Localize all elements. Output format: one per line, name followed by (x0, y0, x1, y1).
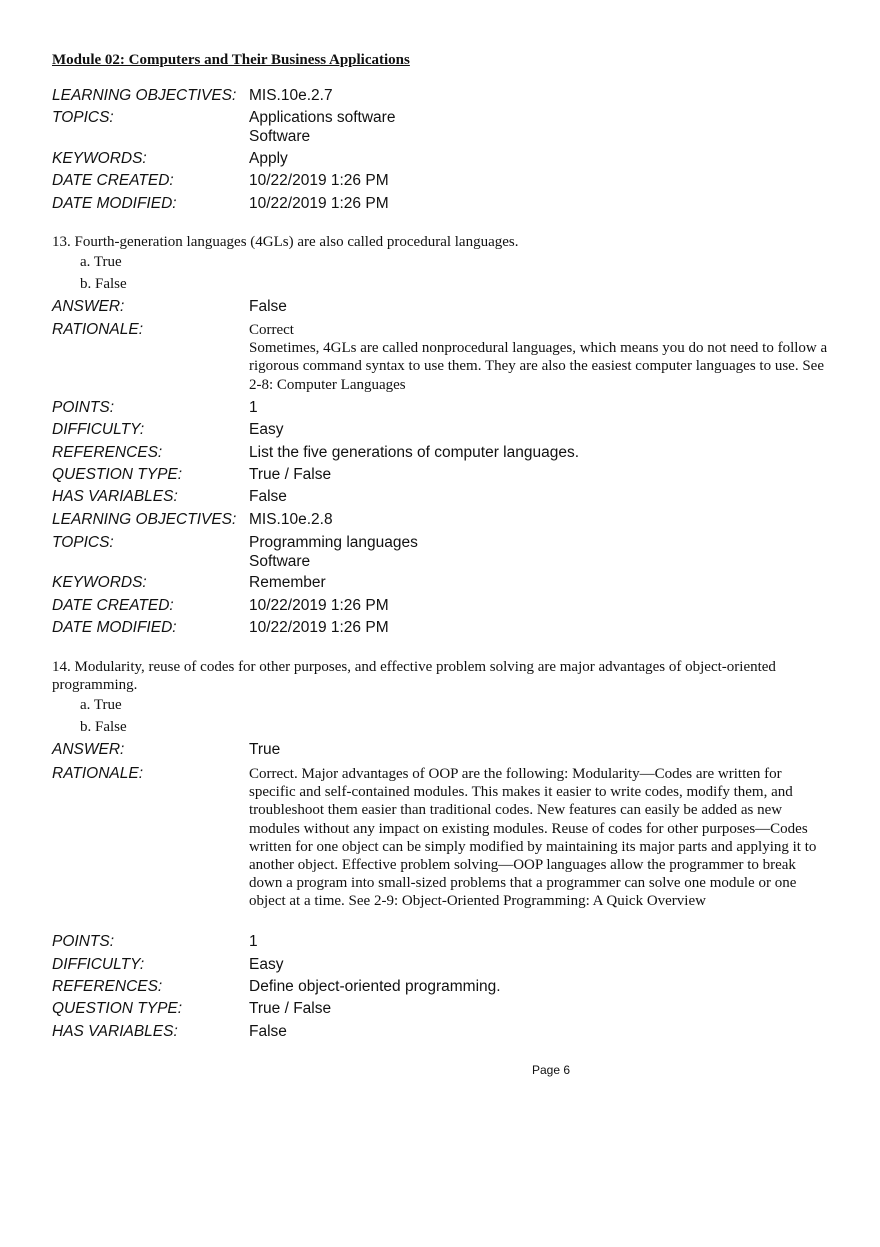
label: REFERENCES: (52, 978, 163, 995)
topic: Software (249, 128, 311, 145)
page-number: Page 6 (532, 1063, 571, 1077)
label: DATE CREATED: (52, 172, 174, 189)
q13-rationale (249, 321, 831, 394)
label: RATIONALE: (52, 321, 144, 338)
label: KEYWORDS: (52, 150, 147, 167)
value: MIS.10e.2.8 (249, 511, 333, 528)
question-14-text: 14. Modularity, reuse of codes for other purposes, and effective problem solving are major advantages of object-oriented programming. (52, 659, 776, 693)
value: False (249, 488, 287, 505)
value: Define object-oriented programming. (249, 978, 501, 995)
label: POINTS: (52, 399, 115, 416)
value: True / False (249, 466, 332, 483)
label: KEYWORDS: (52, 574, 147, 591)
value: False (249, 298, 287, 315)
value: Apply (249, 150, 288, 167)
label: TOPICS: (52, 109, 114, 126)
q14-option-a: a. True (80, 697, 122, 713)
q13-option-b: b. False (80, 276, 127, 292)
q13-option-a: a. True (80, 254, 122, 270)
label: ANSWER: (52, 298, 125, 315)
topic: Applications software (249, 109, 396, 126)
value: 10/22/2019 1:26 PM (249, 172, 389, 189)
module-title: Module 02: Computers and Their Business Applications (52, 52, 410, 68)
value: True / False (249, 1000, 332, 1017)
label: POINTS: (52, 933, 115, 950)
value: 1 (249, 399, 258, 416)
label: REFERENCES: (52, 444, 163, 461)
value: 10/22/2019 1:26 PM (249, 619, 389, 636)
value: 1 (249, 933, 258, 950)
value: Remember (249, 574, 326, 591)
label: LEARNING OBJECTIVES: (52, 87, 237, 104)
label: HAS VARIABLES: (52, 1023, 178, 1040)
label: DIFFICULTY: (52, 956, 145, 973)
label: DATE MODIFIED: (52, 195, 177, 212)
value: MIS.10e.2.7 (249, 87, 333, 104)
rationale-line: Correct (249, 322, 294, 338)
q14-rationale: Correct. Major advantages of OOP are the following: Modularity—Codes are written for specific and self-contained modules. This makes it easier to write codes, modify them, and troubleshoot them easier than traditional codes. New features can easily be added as new modules without any impact on existing modules. Reuse of codes for other purposes—Codes written for one object can be simply modified by maintaining its major parts and applying it to another object. Effective problem solving—OOP languages allow the programmer to break down a program into small-sized problems that a programmer can solve one module or one object at a time. See 2-9: Object-Oriented Programming: A Quick Overview (249, 766, 817, 910)
label: RATIONALE: (52, 765, 144, 782)
value: 10/22/2019 1:26 PM (249, 195, 389, 212)
value: Easy (249, 421, 284, 438)
value: False (249, 1023, 287, 1040)
value: True (249, 741, 281, 758)
topics-list (249, 108, 395, 146)
label: QUESTION TYPE: (52, 1000, 183, 1017)
label: QUESTION TYPE: (52, 466, 183, 483)
topic: Programming languages (249, 534, 418, 551)
label: ANSWER: (52, 741, 125, 758)
q14-option-b: b. False (80, 719, 127, 735)
value: 10/22/2019 1:26 PM (249, 597, 389, 614)
value: Easy (249, 956, 284, 973)
label: LEARNING OBJECTIVES: (52, 511, 237, 528)
question-13-text: 13. Fourth-generation languages (4GLs) are also called procedural languages. (52, 234, 519, 250)
value: List the five generations of computer languages. (249, 444, 580, 461)
label: DATE CREATED: (52, 597, 174, 614)
topic: Software (249, 553, 311, 570)
label: DIFFICULTY: (52, 421, 145, 438)
label: TOPICS: (52, 534, 114, 551)
label: HAS VARIABLES: (52, 488, 178, 505)
topics-list (249, 533, 418, 571)
rationale-paragraph: Sometimes, 4GLs are called nonprocedural languages, which means you do not need to follow a rigorous command syntax to use them. They are also the easiest computer languages to use. See 2-8: Computer Languages (249, 340, 828, 393)
label: DATE MODIFIED: (52, 619, 177, 636)
